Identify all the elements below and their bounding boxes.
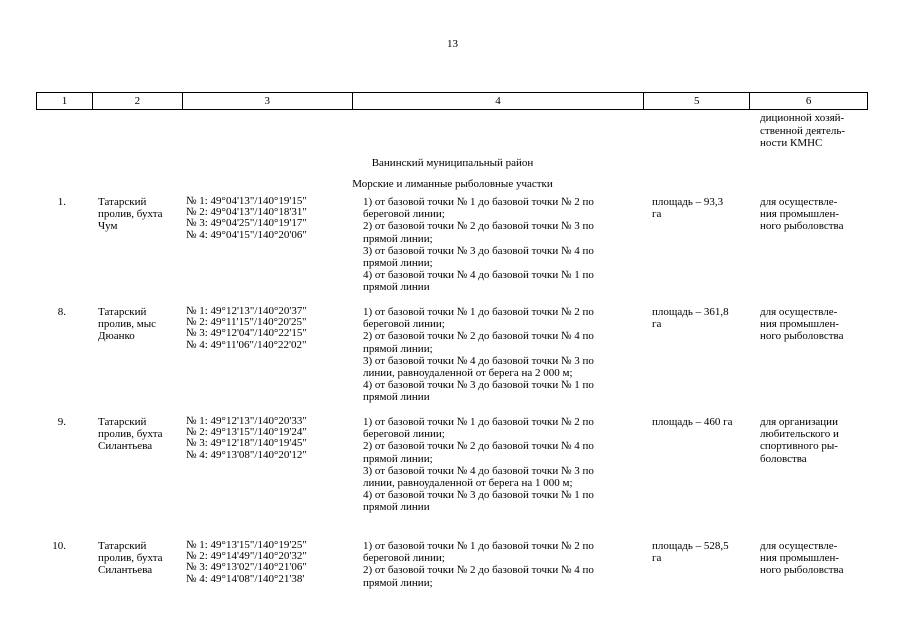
row-boundary-description: 1) от базовой точки № 1 до базовой точки № 2 по береговой линии; 2) от базовой точки № 2 до базовой точки № 4 по прямой линии; bbox=[363, 540, 594, 589]
row-area: площадь – 93,3 га bbox=[652, 196, 724, 221]
column-header: 1 bbox=[37, 93, 93, 109]
column-header: 4 bbox=[353, 93, 645, 109]
section-heading: Морские и лиманные рыболовные участки bbox=[352, 178, 553, 190]
continued-purpose-text bbox=[760, 112, 870, 150]
row-coordinates: № 1: 49°13'15"/140°19'25" № 2: 49°14'49"/140°20'32" № 3: 49°13'02"/140°21'06" № 4: 49°14'08"/140°21'38' bbox=[186, 539, 307, 585]
row-coordinates: № 1: 49°04'13"/140°19'15" № 2: 49°04'13"/140°18'31" № 3: 49°04'25"/140°19'17" № 4: 49°04'15"/140°20'06" bbox=[186, 195, 307, 241]
row-coordinates: № 1: 49°12'13"/140°20'33" № 2: 49°13'15"/140°19'24" № 3: 49°12'18"/140°19'45" № 4: 49°13'08"/140°20'12" bbox=[186, 415, 307, 461]
row-area: площадь – 361,8 га bbox=[652, 306, 729, 331]
row-number: 9. bbox=[57, 416, 66, 428]
row-location: Татарский пролив, бухта Силантьева bbox=[98, 540, 163, 577]
column-header: 2 bbox=[93, 93, 183, 109]
column-header: 3 bbox=[183, 93, 353, 109]
row-purpose: для осуществле- ния промышлен- ного рыболовства bbox=[760, 306, 844, 343]
text-line: диционной хозяй- bbox=[760, 112, 845, 124]
row-purpose: для осуществле- ния промышлен- ного рыболовства bbox=[760, 196, 844, 233]
district-heading: Ванинский муниципальный район bbox=[371, 157, 534, 169]
row-coordinates: № 1: 49°12'13"/140°20'37" № 2: 49°11'15"/140°20'25" № 3: 49°12'04"/140°22'15" № 4: 49°11'06"/140°22'02" bbox=[186, 305, 307, 351]
column-header: 6 bbox=[750, 93, 868, 109]
row-area: площадь – 528,5 га bbox=[652, 540, 729, 565]
row-boundary-description: 1) от базовой точки № 1 до базовой точки № 2 по береговой линии; 2) от базовой точки № 2 до базовой точки № 3 по прямой линии; 3) от базовой точки № 3 до базовой точки № 4 по прямой линии; 4) от базовой точки № 4 до базовой точки № 1 по прямой линии bbox=[363, 196, 594, 294]
row-purpose: для организации любительского и спортивного ры- боловства bbox=[760, 416, 839, 465]
row-boundary-description: 1) от базовой точки № 1 до базовой точки № 2 по береговой линии; 2) от базовой точки № 2 до базовой точки № 4 по прямой линии; 3) от базовой точки № 4 до базовой точки № 3 по линии, равноудаленной от берега на 2 000 м; 4) от базовой точки № 3 до базовой точки № 1 по прямой линии bbox=[363, 306, 594, 404]
column-header: 5 bbox=[644, 93, 750, 109]
row-area: площадь – 460 га bbox=[652, 416, 733, 428]
row-location: Татарский пролив, бухта Чум bbox=[98, 196, 163, 233]
table-header bbox=[36, 92, 868, 110]
row-purpose: для осуществле- ния промышлен- ного рыболовства bbox=[760, 540, 844, 577]
row-number: 8. bbox=[57, 306, 66, 318]
row-location: Татарский пролив, мыс Дюанко bbox=[98, 306, 157, 343]
text-line: ственной деятель- bbox=[760, 124, 846, 137]
row-boundary-description: 1) от базовой точки № 1 до базовой точки № 2 по береговой линии; 2) от базовой точки № 2 до базовой точки № 4 по прямой линии; 3) от базовой точки № 4 до базовой точки № 3 по линии, равноудаленной от берега на 1 000 м; 4) от базовой точки № 3 до базовой точки № 1 по прямой линии bbox=[363, 416, 594, 514]
row-location: Татарский пролив, бухта Силантьева bbox=[98, 416, 163, 453]
page-number: 13 bbox=[447, 38, 458, 50]
row-number: 1. bbox=[57, 196, 66, 208]
text-line: ности КМНС bbox=[760, 137, 823, 149]
row-number: 10. bbox=[52, 540, 66, 552]
